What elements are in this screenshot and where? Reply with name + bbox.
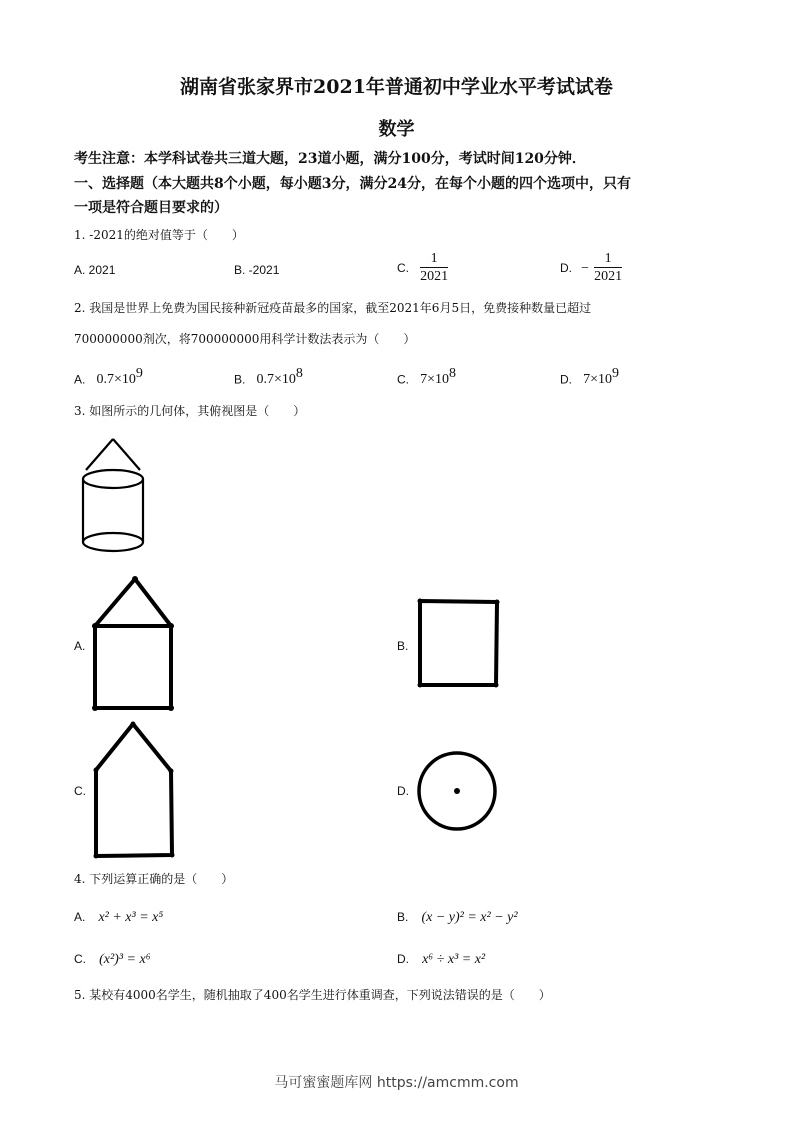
q2-stem-line2: 700000000剂次，将700000000用科学计数法表示为（ ） [74,332,416,346]
q4-option-a-label: A. [74,910,86,924]
q2-option-d-base: 7×10 [583,372,612,388]
q4-option-d [397,948,485,968]
q2-option-a-label: A. [74,372,86,387]
section1-heading-line1: 一、选择题（本大题共8个小题，每小题3分，满分24分，在每个小题的四个选项中，只有 [74,176,631,192]
q1-option-a: A. 2021 [74,263,116,277]
cylinder-top-ellipse [83,470,143,488]
cone-left-edge [86,439,113,470]
exam-title: 湖南省张家界市2021年普通初中学业水平考试试卷 [180,76,613,98]
q4-stem: 4. 下列运算正确的是（ ） [74,872,234,886]
q1-option-c-label: C. [397,261,409,275]
q3-option-a-figure [88,572,180,716]
q5-stem: 5. 某校有4000名学生，随机抽取了400名学生进行体重调查，下列说法错误的是（ ） [74,988,551,1002]
q3-option-d-figure [414,748,500,834]
q2-option-a [74,366,143,388]
q4-option-b-label: B. [397,910,409,924]
q4-option-c-expr: (x²)³ = x⁶ [99,952,151,967]
q2-option-b-label: B. [234,372,246,387]
footer-watermark: 马可蜜蜜题库网 https://amcmm.com [274,1075,519,1091]
q1-stem: 1. -2021的绝对值等于（ ） [74,228,244,242]
q1-d-sign: − [581,261,589,276]
q3-stem: 3. 如图所示的几何体，其俯视图是（ ） [74,404,306,418]
q1-option-d-label: D. [560,261,572,275]
q2-option-b-exp: 8 [295,366,303,381]
q3-option-d-label: D. [397,784,409,798]
circle-center-dot [454,788,460,794]
q2-option-c-exp: 8 [449,366,456,381]
q1-d-numerator: 1 [594,250,622,268]
q4-option-b-expr: (x − y)² = x² − y² [421,910,518,925]
q4-option-b [397,906,518,926]
q1-option-b: B. -2021 [234,263,280,277]
q2-option-c [397,366,456,388]
q4-option-d-expr: x⁶ ÷ x³ = x² [422,952,486,967]
q3-option-c-figure [88,716,180,862]
q2-stem-line1: 2. 我国是世界上免费为国民接种新冠疫苗最多的国家，截至2021年6月5日，免费接种数量已超过 [74,301,592,315]
q2-option-d-exp: 9 [612,366,619,381]
q4-option-c-label: C. [74,952,86,966]
q3-option-a-label: A. [74,639,86,653]
q3-option-b-label: B. [397,639,409,653]
exam-notice: 考生注意：本学科试卷共三道大题，23道小题，满分100分，考试时间120分钟． [74,151,586,167]
q1-d-denominator: 2021 [594,269,623,284]
cylinder-bottom-ellipse [83,533,143,551]
q1-c-numerator: 1 [420,250,448,268]
subject-title: 数学 [378,119,415,140]
q4-option-a [74,906,163,926]
q2-option-d [560,366,619,388]
q1-option-c-fraction [420,250,448,285]
cone-right-edge [113,439,140,470]
q3-option-c-label: C. [74,784,86,798]
section1-heading-line2: 一项是符合题目要求的） [74,200,228,216]
q4-option-c [74,948,151,968]
q2-option-d-label: D. [560,372,572,387]
q4-option-d-label: D. [397,952,409,966]
q2-option-a-base: 0.7×10 [96,372,136,388]
q1-c-denominator: 2021 [420,269,449,284]
q2-option-a-exp: 9 [135,366,143,381]
q2-option-b-base: 0.7×10 [256,372,296,388]
q3-option-b-figure [414,596,502,692]
q4-option-a-expr: x² + x³ = x⁵ [98,910,164,925]
q1-option-d [560,250,622,285]
q2-option-c-base: 7×10 [420,372,449,388]
q1-option-d-fraction [594,250,622,285]
q3-solid-figure [76,436,150,556]
q1-option-c [397,250,448,285]
q2-option-c-label: C. [397,372,409,387]
q2-option-b [234,366,303,388]
